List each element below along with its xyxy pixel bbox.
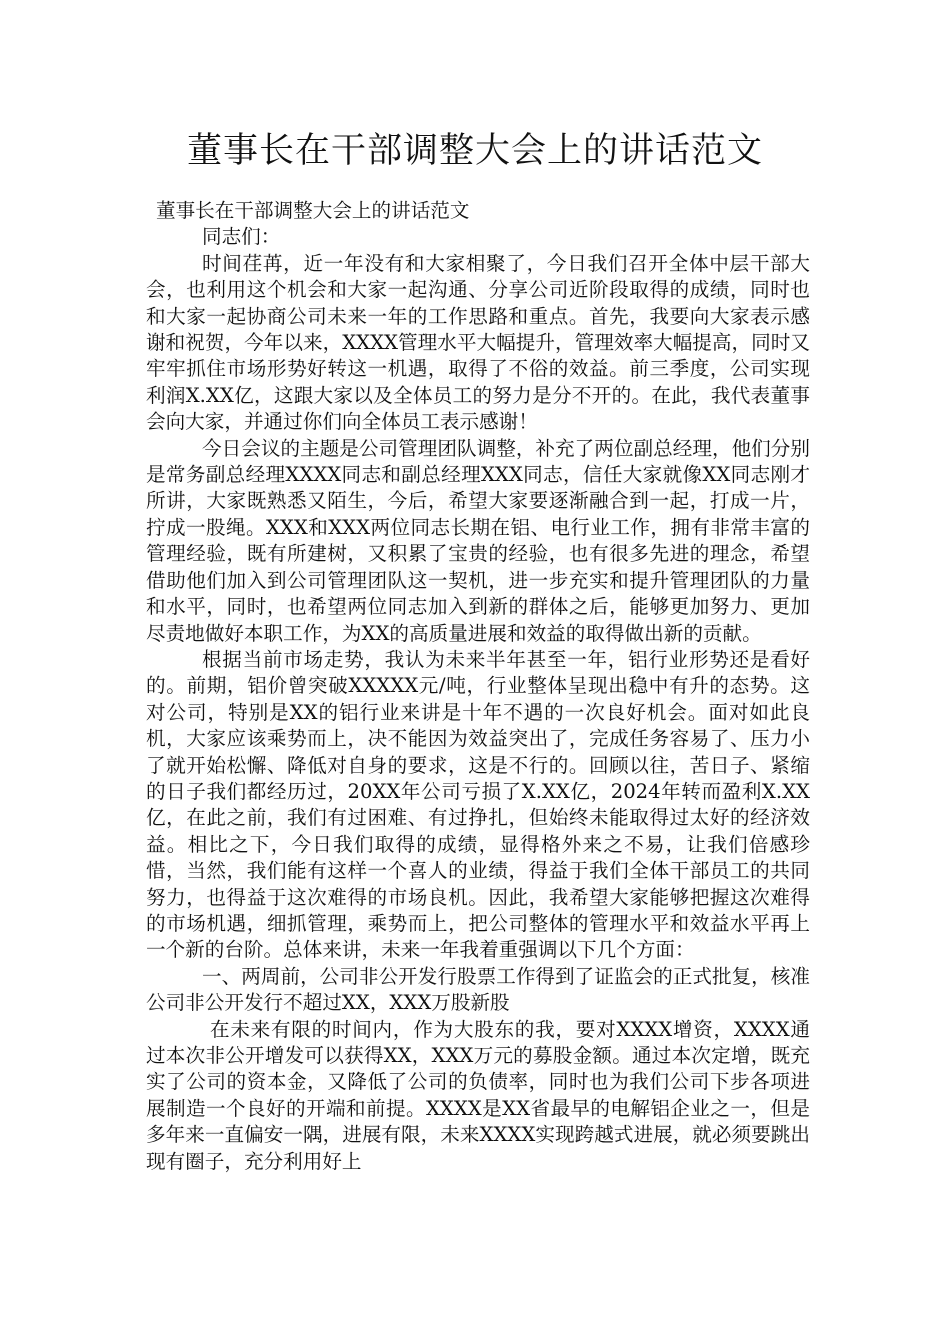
paragraph-point-one: 一、两周前，公司非公开发行股票工作得到了证监会的正式批复，核准公司非公开发行不超过XX，XXX万股新股 (146, 964, 810, 1015)
document-body (146, 198, 810, 1175)
paragraph-gratitude: 时间荏苒，近一年没有和大家相聚了，今日我们召开全体中层干部大会，也利用这个机会和大家一起沟通、分享公司近阶段取得的成绩，同时也和大家一起协商公司未来一年的工作思路和重点。首先，我要向大家表示感谢和祝贺，今年以来，XXXX管理水平大幅提升，管理效率大幅提高，同时又牢牢抓住市场形势好转这一机遇，取得了不俗的效益。前三季度，公司实现利润X.XX亿，这跟大家以及全体员工的努力是分不开的。在此，我代表董事会向大家，并通过你们向全体员工表示感谢！ (146, 251, 810, 434)
paragraph-team-adjustment: 今日会议的主题是公司管理团队调整，补充了两位副总经理，他们分别是常务副总经理XXXX同志和副总经理XXX同志，信任大家就像XX同志刚才所讲，大家既熟悉又陌生，今后，希望大家要逐渐融合到一起，打成一片，拧成一股绳。XXX和XXX两位同志长期在铝、电行业工作，拥有非常丰富的管理经验，既有所建树，又积累了宝贵的经验，也有很多先进的理念，希望借助他们加入到公司管理团队这一契机，进一步充实和提升管理团队的力量和水平，同时，也希望两位同志加入到新的群体之后，能够更加努力、更加尽责地做好本职工作，为XX的高质量进展和效益的取得做出新的贡献。 (146, 436, 810, 645)
document-title: 董事长在干部调整大会上的讲话范文 (186, 131, 763, 171)
greeting-line: 同志们： (202, 225, 281, 249)
document-subtitle: 董事长在干部调整大会上的讲话范文 (156, 199, 470, 222)
paragraph-market-outlook: 根据当前市场走势，我认为未来半年甚至一年，铝行业形势还是看好的。前期，铝价曾突破XXXXX元/吨，行业整体呈现出稳中有升的态势。这对公司，特别是XX的铝行业来讲是十年不遇的一次良好机会。面对如此良机，大家应该乘势而上，决不能因为效益突出了，完成任务容易了、压力小了就开始松懈、降低对自身的要求，这是不行的。回顾以往，苦日子、紧缩的日子我们都经历过，20XX年公司亏损了X.XX亿，2024年转而盈利X.XX亿，在此之前，我们有过困难、有过挣扎，但始终未能取得过太好的经济效益。相比之下，今日我们取得的成绩，显得格外来之不易，让我们倍感珍惜，当然，我们能有这样一个喜人的业绩，得益于我们全体干部员工的共同努力，也得益于这次难得的市场良机。因此，我希望大家能够把握这次难得的市场机遇，细抓管理，乘势而上，把公司整体的管理水平和效益水平再上一个新的台阶。总体来讲，未来一年我着重强调以下几个方面： (146, 647, 810, 962)
paragraph-capital-increase: 在未来有限的时间内，作为大股东的我，要对XXXX增资，XXXX通过本次非公开增发可以获得XX，XXX万元的募股金额。通过本次定增，既充实了公司的资本金，又降低了公司的负债率，同时也为我们公司下步各项进展制造一个良好的开端和前提。XXXX是XX省最早的电解铝企业之一，但是多年来一直偏安一隅，进展有限，未来XXXX实现跨越式进展，就必须要跳出现有圈子，充分利用好上 (146, 1017, 810, 1173)
